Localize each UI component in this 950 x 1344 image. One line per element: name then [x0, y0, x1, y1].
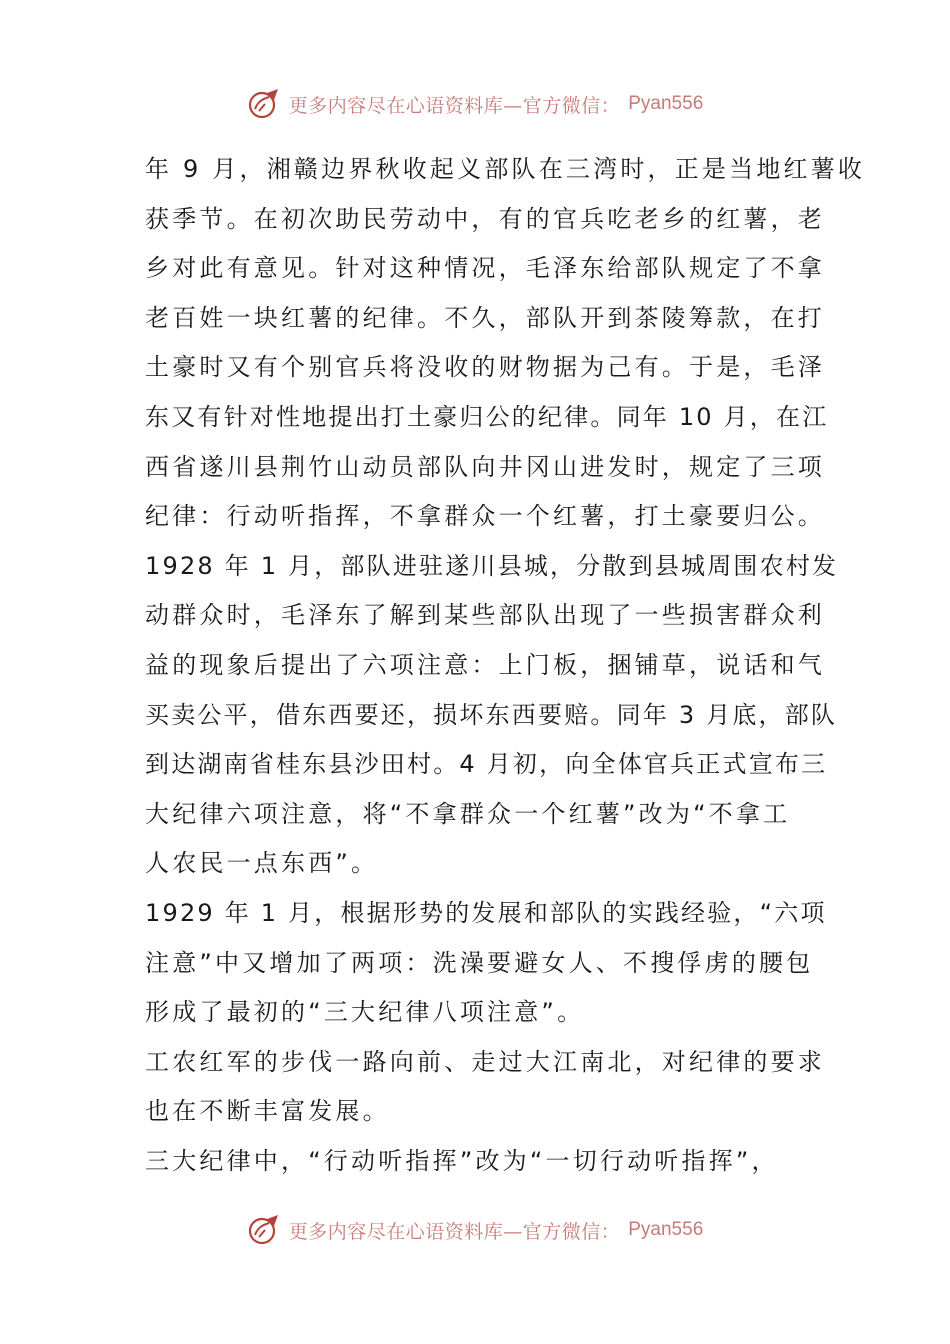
text-line: 乡对此有意见。针对这种情况，毛泽东给部队规定了不拿	[145, 254, 825, 283]
text-line: 大纪律六项注意，将“不拿群众一个红薯”改为“不拿工	[145, 799, 791, 828]
text-line: 注意”中又增加了两项：洗澡要避女人、不搜俘虏的腰包	[145, 948, 814, 977]
watermark-text: 更多内容尽在心语资料库—官方微信：	[288, 1220, 621, 1243]
text-line: 三大纪律中，“行动听指挥”改为“一切行动听指挥”，	[145, 1146, 779, 1175]
watermark-id: Pyan556	[628, 93, 704, 114]
text-line: 动群众时，毛泽东了解到某些部队出现了一些损害群众利	[145, 601, 825, 630]
header-watermark	[0, 84, 950, 124]
pen-seal-icon	[247, 1213, 281, 1247]
text-line: 到达湖南省桂东县沙田村。4 月初，向全体官兵正式宣布三	[145, 750, 828, 779]
text-line: 工农红军的步伐一路向前、走过大江南北，对纪律的要求	[145, 1047, 825, 1076]
text-line: 土豪时又有个别官兵将没收的财物据为己有。于是，毛泽	[145, 353, 825, 382]
text-line: 益的现象后提出了六项注意：上门板，捆铺草，说话和气	[145, 650, 825, 679]
text-line: 形成了最初的“三大纪律八项注意”。	[145, 998, 585, 1027]
footer-watermark	[0, 1210, 950, 1250]
text-line: 年 9 月，湘赣边界秋收起义部队在三湾时，正是当地红薯收	[145, 155, 866, 183]
text-line: 纪律：行动听指挥，不拿群众一个红薯，打土豪要归公。	[145, 502, 825, 531]
text-line: 老百姓一块红薯的纪律。不久，部队开到茶陵筹款，在打	[145, 303, 825, 332]
text-line: 东又有针对性地提出打土豪归公的纪律。同年 10 月，在江	[145, 402, 829, 431]
text-line: 获季节。在初次助民劳动中，有的官兵吃老乡的红薯，老	[145, 204, 825, 233]
text-line: 1929 年 1 月，根据形势的发展和部队的实践经验，“六项	[145, 898, 827, 927]
text-line: 买卖公平，借东西要还，损坏东西要赔。同年 3 月底，部队	[145, 700, 838, 729]
text-line: 人农民一点东西”。	[145, 849, 379, 878]
text-line: 1928 年 1 月，部队进驻遂川县城，分散到县城周围农村发	[145, 551, 839, 580]
text-line: 西省遂川县荆竹山动员部队向井冈山进发时，规定了三项	[145, 452, 825, 481]
text-line: 也在不断丰富发展。	[145, 1097, 390, 1126]
pen-seal-icon	[247, 87, 281, 121]
document-body	[145, 145, 866, 1186]
watermark-id: Pyan556	[628, 1219, 704, 1240]
watermark-text: 更多内容尽在心语资料库—官方微信：	[288, 94, 621, 117]
